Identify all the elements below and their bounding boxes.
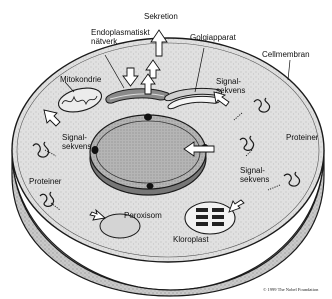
label-mitokondrie: Mitokondrie	[60, 75, 102, 84]
label-kloroplast: Kloroplast	[173, 235, 209, 244]
label-peroxisom: Peroxisom	[124, 211, 162, 220]
label-signalsekvens-left: Signal- sekvens	[62, 133, 92, 151]
label-sekretion: Sekretion	[144, 12, 178, 21]
label-cellmembran: Cellmembran	[262, 50, 310, 59]
label-signalsekvens-top: Signal- sekvens	[216, 77, 246, 95]
label-signalsekvens-right: Signal- sekvens	[240, 166, 270, 184]
label-proteiner-left: Proteiner	[29, 177, 62, 186]
nuclear-pore	[92, 146, 99, 154]
copyright-credit: © 1999 The Nobel Foundation	[263, 287, 319, 292]
label-golgiapparat: Golgiapparat	[190, 33, 236, 42]
leader-line	[288, 60, 290, 80]
label-proteiner-right: Proteiner	[286, 133, 319, 142]
chloroplast	[185, 202, 235, 234]
nuclear-pore	[147, 183, 154, 189]
label-endoplasmatiskt-natverk: Endoplasmatiskt nätverk	[91, 28, 150, 46]
nuclear-pore	[144, 114, 152, 121]
